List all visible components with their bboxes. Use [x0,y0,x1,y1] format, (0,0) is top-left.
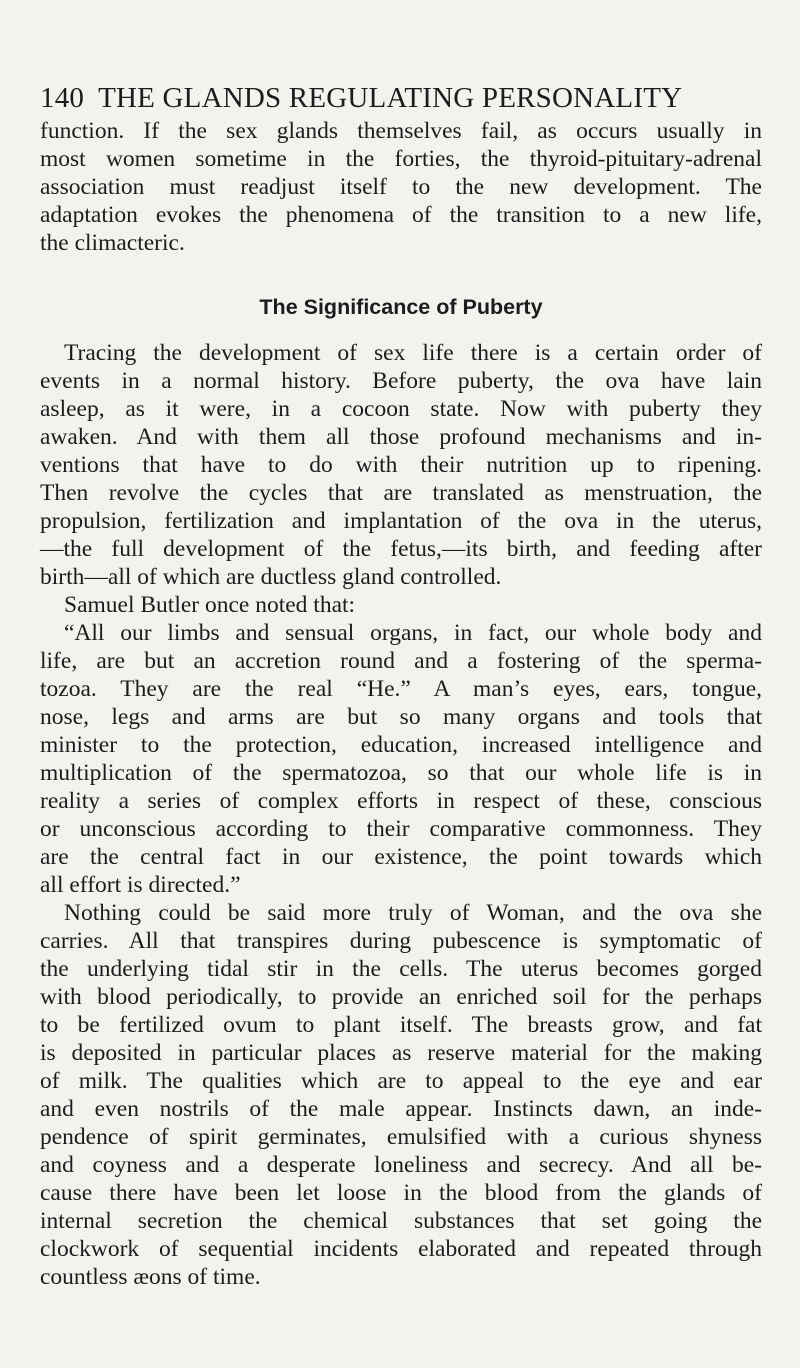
text-line: nose, legs and arms are but so many organs and tools that [40,704,762,730]
text-line: of milk. The qualities which are to appeal to the eye and ear [40,1068,762,1094]
text-line: life, are but an accretion round and a fostering of the sperma- [40,648,762,674]
text-line: is deposited in particular places as reserve material for the making [40,1040,762,1066]
section-heading: The Significance of Puberty [259,295,543,319]
text-line: to be fertilized ovum to plant itself. The breasts grow, and fat [40,1012,762,1038]
quotation [40,619,762,899]
text-line: internal secretion the chemical substances that set going the [40,1208,762,1234]
text-line: carries. All that transpires during pubescence is symptomatic of [40,928,762,954]
text-line: ventions that have to do with their nutrition up to ripening. [40,452,762,478]
text-line: birth—all of which are ductless gland controlled. [40,564,502,590]
paragraph [40,591,762,619]
paragraph [40,339,762,591]
text-line: cause there have been let loose in the blood from the glands of [40,1180,762,1206]
text-line: Then revolve the cycles that are translated as menstruation, the [40,480,762,506]
text-line: Nothing could be said more truly of Woman, and the ova she [64,900,762,926]
text-line: “All our limbs and sensual organs, in fact, our whole body and [64,620,762,646]
text-line: association must readjust itself to the new development. The [40,174,762,200]
text-line: most women sometime in the forties, the thyroid-pituitary-adrenal [40,146,762,172]
text-line: asleep, as it were, in a cocoon state. Now with puberty they [40,396,762,422]
text-line: the underlying tidal stir in the cells. The uterus becomes gorged [40,956,762,982]
running-head [40,78,760,118]
text-line: clockwork of sequential incidents elaborated and repeated through [40,1236,762,1262]
text-line: reality a series of complex efforts in respect of these, conscious [40,788,762,814]
text-line: Samuel Butler once noted that: [64,592,356,618]
text-line: —the full development of the fetus,—its birth, and feeding after [40,536,762,562]
text-line: or unconscious according to their comparative commonness. They [40,816,762,842]
text-line: countless æons of time. [40,1264,261,1290]
paragraph [40,899,762,1291]
page-number: 140 [40,82,85,114]
paragraph [40,117,762,257]
running-title: THE GLANDS REGULATING PERSONALITY [98,82,683,114]
page-body [40,117,762,1291]
text-line: tozoa. They are the real “He.” A man’s eyes, ears, tongue, [40,676,762,702]
text-line: are the central fact in our existence, the point towards which [40,844,762,870]
text-line: adaptation evokes the phenomena of the transition to a new life, [40,202,762,228]
text-line: multiplication of the spermatozoa, so that our whole life is in [40,760,762,786]
text-line: and even nostrils of the male appear. Instincts dawn, an inde- [40,1096,762,1122]
text-line: awaken. And with them all those profound mechanisms and in- [40,424,762,450]
text-line: with blood periodically, to provide an enriched soil for the perhaps [40,984,762,1010]
text-line: Tracing the development of sex life there is a certain order of [64,340,762,366]
text-line: function. If the sex glands themselves fail, as occurs usually in [40,118,762,144]
text-line: the climacteric. [40,230,185,256]
text-line: minister to the protection, education, increased intelligence and [40,732,762,758]
text-line: propulsion, fertilization and implantation of the ova in the uterus, [40,508,762,534]
text-line: pendence of spirit germinates, emulsified with a curious shyness [40,1124,762,1150]
text-line: and coyness and a desperate loneliness and secrecy. And all be- [40,1152,762,1178]
text-line: all effort is directed.” [40,872,241,898]
text-line: events in a normal history. Before puberty, the ova have lain [40,368,762,394]
